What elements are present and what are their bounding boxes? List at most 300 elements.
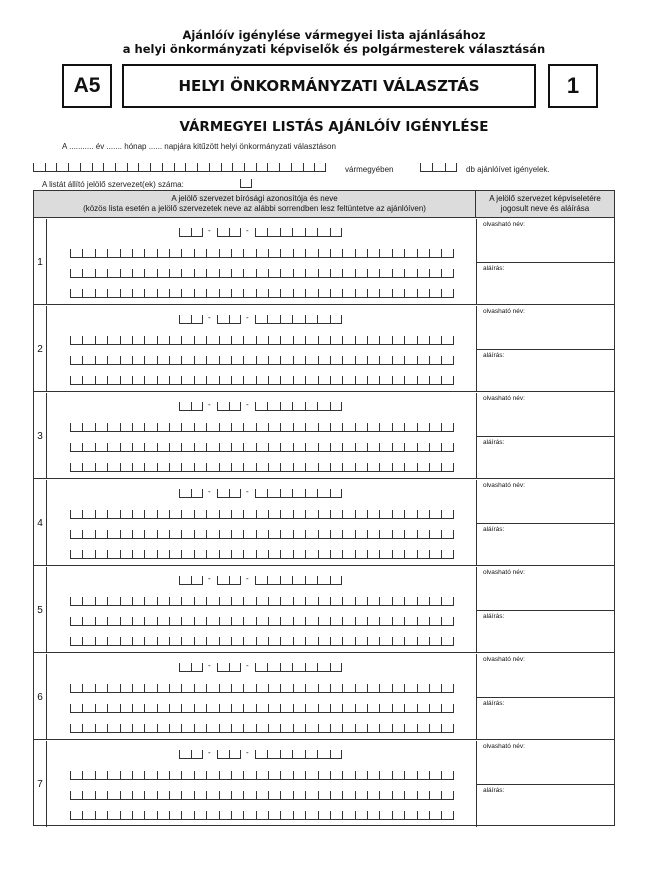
char-cell[interactable] [179, 489, 191, 498]
char-cell[interactable] [132, 811, 144, 820]
char-cell[interactable] [244, 163, 256, 172]
char-cell[interactable] [404, 269, 416, 278]
char-cell[interactable] [181, 617, 193, 626]
char-cell[interactable] [305, 356, 317, 365]
char-cell[interactable] [95, 597, 107, 606]
char-cell[interactable] [191, 663, 203, 672]
court-id-part-3[interactable] [255, 750, 342, 759]
char-cell[interactable] [441, 684, 453, 693]
organization-name-line-3[interactable] [70, 637, 454, 646]
char-cell[interactable] [256, 637, 268, 646]
char-cell[interactable] [293, 269, 305, 278]
char-cell[interactable] [206, 289, 218, 298]
court-id-part-3[interactable] [255, 489, 342, 498]
char-cell[interactable] [120, 530, 132, 539]
char-cell[interactable] [194, 811, 206, 820]
char-cell[interactable] [219, 791, 231, 800]
char-cell[interactable] [280, 576, 292, 585]
char-cell[interactable] [194, 597, 206, 606]
char-cell[interactable] [70, 617, 82, 626]
char-cell[interactable] [317, 402, 329, 411]
char-cell[interactable] [342, 336, 354, 345]
char-cell[interactable] [417, 443, 429, 452]
char-cell[interactable] [231, 376, 243, 385]
char-cell[interactable] [367, 289, 379, 298]
char-cell[interactable] [417, 356, 429, 365]
char-cell[interactable] [219, 249, 231, 258]
char-cell[interactable] [255, 750, 267, 759]
char-cell[interactable] [342, 597, 354, 606]
char-cell[interactable] [330, 228, 342, 237]
char-cell[interactable] [392, 617, 404, 626]
char-cell[interactable] [132, 597, 144, 606]
char-cell[interactable] [243, 704, 255, 713]
court-id-part-1[interactable] [179, 750, 203, 759]
char-cell[interactable] [107, 463, 119, 472]
char-cell[interactable] [206, 376, 218, 385]
char-cell[interactable] [231, 704, 243, 713]
char-cell[interactable] [305, 530, 317, 539]
char-cell[interactable] [293, 530, 305, 539]
char-cell[interactable] [150, 163, 162, 172]
char-cell[interactable] [318, 530, 330, 539]
char-cell[interactable] [417, 530, 429, 539]
char-cell[interactable] [379, 510, 391, 519]
organization-name-line-2[interactable] [70, 443, 454, 452]
char-cell[interactable] [256, 443, 268, 452]
organization-name-line-2[interactable] [70, 704, 454, 713]
char-cell[interactable] [404, 376, 416, 385]
char-cell[interactable] [330, 443, 342, 452]
char-cell[interactable] [379, 704, 391, 713]
char-cell[interactable] [293, 289, 305, 298]
char-cell[interactable] [169, 510, 181, 519]
char-cell[interactable] [120, 289, 132, 298]
char-cell[interactable] [157, 771, 169, 780]
char-cell[interactable] [181, 791, 193, 800]
char-cell[interactable] [132, 423, 144, 432]
char-cell[interactable] [342, 550, 354, 559]
char-cell[interactable] [318, 376, 330, 385]
char-cell[interactable] [417, 597, 429, 606]
char-cell[interactable] [120, 423, 132, 432]
char-cell[interactable] [82, 376, 94, 385]
char-cell[interactable] [56, 163, 68, 172]
char-cell[interactable] [206, 771, 218, 780]
char-cell[interactable] [256, 704, 268, 713]
char-cell[interactable] [219, 336, 231, 345]
char-cell[interactable] [330, 376, 342, 385]
char-cell[interactable] [181, 550, 193, 559]
char-cell[interactable] [342, 617, 354, 626]
char-cell[interactable] [330, 423, 342, 432]
char-cell[interactable] [256, 724, 268, 733]
char-cell[interactable] [420, 163, 432, 172]
char-cell[interactable] [107, 811, 119, 820]
char-cell[interactable] [330, 771, 342, 780]
organization-name-line-2[interactable] [70, 617, 454, 626]
char-cell[interactable] [330, 463, 342, 472]
char-cell[interactable] [367, 376, 379, 385]
char-cell[interactable] [70, 597, 82, 606]
char-cell[interactable] [404, 791, 416, 800]
char-cell[interactable] [417, 550, 429, 559]
char-cell[interactable] [219, 637, 231, 646]
organization-name-line-1[interactable] [70, 336, 454, 345]
char-cell[interactable] [318, 724, 330, 733]
char-cell[interactable] [181, 724, 193, 733]
char-cell[interactable] [268, 530, 280, 539]
char-cell[interactable] [144, 510, 156, 519]
char-cell[interactable] [392, 811, 404, 820]
char-cell[interactable] [330, 489, 342, 498]
char-cell[interactable] [292, 315, 304, 324]
char-cell[interactable] [107, 336, 119, 345]
char-cell[interactable] [231, 423, 243, 432]
char-cell[interactable] [305, 510, 317, 519]
char-cell[interactable] [95, 637, 107, 646]
char-cell[interactable] [429, 269, 441, 278]
char-cell[interactable] [318, 597, 330, 606]
char-cell[interactable] [330, 336, 342, 345]
char-cell[interactable] [280, 617, 292, 626]
char-cell[interactable] [206, 510, 218, 519]
char-cell[interactable] [82, 811, 94, 820]
char-cell[interactable] [70, 811, 82, 820]
court-id-part-2[interactable] [217, 750, 241, 759]
char-cell[interactable] [132, 550, 144, 559]
char-cell[interactable] [107, 376, 119, 385]
char-cell[interactable] [191, 576, 203, 585]
char-cell[interactable] [417, 704, 429, 713]
char-cell[interactable] [268, 463, 280, 472]
organization-count-field[interactable] [240, 179, 252, 188]
char-cell[interactable] [243, 684, 255, 693]
char-cell[interactable] [280, 289, 292, 298]
char-cell[interactable] [157, 423, 169, 432]
char-cell[interactable] [279, 163, 291, 172]
char-cell[interactable] [317, 663, 329, 672]
char-cell[interactable] [404, 336, 416, 345]
char-cell[interactable] [305, 684, 317, 693]
char-cell[interactable] [206, 597, 218, 606]
char-cell[interactable] [342, 530, 354, 539]
char-cell[interactable] [144, 443, 156, 452]
char-cell[interactable] [107, 530, 119, 539]
char-cell[interactable] [429, 597, 441, 606]
char-cell[interactable] [367, 443, 379, 452]
char-cell[interactable] [181, 597, 193, 606]
court-id-part-1[interactable] [179, 576, 203, 585]
char-cell[interactable] [181, 376, 193, 385]
char-cell[interactable] [429, 637, 441, 646]
char-cell[interactable] [217, 750, 229, 759]
char-cell[interactable] [441, 771, 453, 780]
char-cell[interactable] [429, 617, 441, 626]
char-cell[interactable] [206, 530, 218, 539]
char-cell[interactable] [144, 617, 156, 626]
organization-name-line-1[interactable] [70, 771, 454, 780]
char-cell[interactable] [231, 463, 243, 472]
char-cell[interactable] [191, 228, 203, 237]
char-cell[interactable] [305, 228, 317, 237]
char-cell[interactable] [95, 336, 107, 345]
char-cell[interactable] [441, 617, 453, 626]
char-cell[interactable] [181, 423, 193, 432]
char-cell[interactable] [417, 463, 429, 472]
char-cell[interactable] [219, 724, 231, 733]
char-cell[interactable] [120, 704, 132, 713]
char-cell[interactable] [355, 530, 367, 539]
char-cell[interactable] [342, 811, 354, 820]
char-cell[interactable] [379, 336, 391, 345]
char-cell[interactable] [206, 724, 218, 733]
char-cell[interactable] [127, 163, 139, 172]
char-cell[interactable] [82, 423, 94, 432]
char-cell[interactable] [355, 550, 367, 559]
char-cell[interactable] [330, 356, 342, 365]
char-cell[interactable] [293, 771, 305, 780]
char-cell[interactable] [268, 617, 280, 626]
char-cell[interactable] [181, 463, 193, 472]
char-cell[interactable] [174, 163, 186, 172]
char-cell[interactable] [243, 269, 255, 278]
char-cell[interactable] [95, 463, 107, 472]
char-cell[interactable] [107, 704, 119, 713]
char-cell[interactable] [194, 617, 206, 626]
char-cell[interactable] [392, 704, 404, 713]
char-cell[interactable] [231, 269, 243, 278]
char-cell[interactable] [217, 228, 229, 237]
char-cell[interactable] [417, 269, 429, 278]
char-cell[interactable] [179, 576, 191, 585]
char-cell[interactable] [429, 510, 441, 519]
char-cell[interactable] [392, 356, 404, 365]
char-cell[interactable] [318, 249, 330, 258]
char-cell[interactable] [280, 249, 292, 258]
char-cell[interactable] [231, 771, 243, 780]
char-cell[interactable] [157, 724, 169, 733]
char-cell[interactable] [169, 289, 181, 298]
char-cell[interactable] [169, 791, 181, 800]
char-cell[interactable] [219, 704, 231, 713]
char-cell[interactable] [318, 637, 330, 646]
char-cell[interactable] [367, 791, 379, 800]
char-cell[interactable] [305, 576, 317, 585]
char-cell[interactable] [404, 771, 416, 780]
char-cell[interactable] [280, 663, 292, 672]
char-cell[interactable] [132, 771, 144, 780]
char-cell[interactable] [355, 249, 367, 258]
char-cell[interactable] [181, 637, 193, 646]
char-cell[interactable] [181, 249, 193, 258]
char-cell[interactable] [268, 724, 280, 733]
char-cell[interactable] [318, 771, 330, 780]
char-cell[interactable] [157, 443, 169, 452]
char-cell[interactable] [70, 289, 82, 298]
char-cell[interactable] [95, 791, 107, 800]
char-cell[interactable] [144, 376, 156, 385]
char-cell[interactable] [392, 724, 404, 733]
char-cell[interactable] [92, 163, 104, 172]
char-cell[interactable] [392, 443, 404, 452]
char-cell[interactable] [95, 811, 107, 820]
char-cell[interactable] [417, 289, 429, 298]
char-cell[interactable] [441, 510, 453, 519]
char-cell[interactable] [305, 771, 317, 780]
char-cell[interactable] [70, 443, 82, 452]
char-cell[interactable] [342, 771, 354, 780]
char-cell[interactable] [217, 489, 229, 498]
char-cell[interactable] [120, 791, 132, 800]
char-cell[interactable] [194, 684, 206, 693]
char-cell[interactable] [379, 356, 391, 365]
char-cell[interactable] [232, 163, 244, 172]
char-cell[interactable] [280, 443, 292, 452]
char-cell[interactable] [318, 550, 330, 559]
char-cell[interactable] [441, 443, 453, 452]
char-cell[interactable] [355, 684, 367, 693]
char-cell[interactable] [367, 597, 379, 606]
char-cell[interactable] [194, 791, 206, 800]
char-cell[interactable] [157, 597, 169, 606]
char-cell[interactable] [157, 269, 169, 278]
char-cell[interactable] [318, 443, 330, 452]
organization-name-line-1[interactable] [70, 510, 454, 519]
char-cell[interactable] [229, 228, 241, 237]
char-cell[interactable] [157, 617, 169, 626]
char-cell[interactable] [231, 443, 243, 452]
char-cell[interactable] [429, 550, 441, 559]
char-cell[interactable] [268, 637, 280, 646]
char-cell[interactable] [243, 376, 255, 385]
char-cell[interactable] [268, 289, 280, 298]
char-cell[interactable] [107, 617, 119, 626]
char-cell[interactable] [206, 356, 218, 365]
char-cell[interactable] [305, 269, 317, 278]
char-cell[interactable] [293, 463, 305, 472]
char-cell[interactable] [82, 704, 94, 713]
char-cell[interactable] [305, 423, 317, 432]
char-cell[interactable] [280, 704, 292, 713]
char-cell[interactable] [379, 423, 391, 432]
char-cell[interactable] [169, 423, 181, 432]
char-cell[interactable] [107, 791, 119, 800]
char-cell[interactable] [82, 771, 94, 780]
char-cell[interactable] [120, 617, 132, 626]
char-cell[interactable] [342, 289, 354, 298]
char-cell[interactable] [379, 771, 391, 780]
char-cell[interactable] [429, 356, 441, 365]
char-cell[interactable] [194, 530, 206, 539]
char-cell[interactable] [342, 443, 354, 452]
char-cell[interactable] [217, 315, 229, 324]
char-cell[interactable] [330, 249, 342, 258]
char-cell[interactable] [107, 550, 119, 559]
char-cell[interactable] [404, 637, 416, 646]
char-cell[interactable] [280, 228, 292, 237]
organization-name-line-2[interactable] [70, 791, 454, 800]
char-cell[interactable] [268, 249, 280, 258]
char-cell[interactable] [243, 510, 255, 519]
char-cell[interactable] [231, 530, 243, 539]
char-cell[interactable] [206, 550, 218, 559]
court-id-part-1[interactable] [179, 402, 203, 411]
char-cell[interactable] [82, 443, 94, 452]
char-cell[interactable] [132, 617, 144, 626]
court-id-part-3[interactable] [255, 663, 342, 672]
char-cell[interactable] [342, 684, 354, 693]
organization-name-line-2[interactable] [70, 356, 454, 365]
char-cell[interactable] [107, 249, 119, 258]
char-cell[interactable] [305, 811, 317, 820]
char-cell[interactable] [292, 750, 304, 759]
char-cell[interactable] [305, 376, 317, 385]
char-cell[interactable] [429, 724, 441, 733]
char-cell[interactable] [342, 423, 354, 432]
char-cell[interactable] [181, 530, 193, 539]
char-cell[interactable] [95, 704, 107, 713]
char-cell[interactable] [169, 530, 181, 539]
char-cell[interactable] [70, 637, 82, 646]
char-cell[interactable] [82, 356, 94, 365]
county-name-field[interactable] [33, 163, 326, 172]
char-cell[interactable] [429, 811, 441, 820]
char-cell[interactable] [243, 724, 255, 733]
char-cell[interactable] [305, 724, 317, 733]
char-cell[interactable] [157, 376, 169, 385]
char-cell[interactable] [95, 443, 107, 452]
char-cell[interactable] [330, 550, 342, 559]
char-cell[interactable] [293, 637, 305, 646]
char-cell[interactable] [144, 791, 156, 800]
char-cell[interactable] [144, 704, 156, 713]
char-cell[interactable] [292, 402, 304, 411]
char-cell[interactable] [107, 443, 119, 452]
char-cell[interactable] [243, 597, 255, 606]
char-cell[interactable] [318, 704, 330, 713]
char-cell[interactable] [280, 336, 292, 345]
char-cell[interactable] [417, 336, 429, 345]
char-cell[interactable] [132, 269, 144, 278]
char-cell[interactable] [103, 163, 115, 172]
char-cell[interactable] [194, 423, 206, 432]
char-cell[interactable] [392, 530, 404, 539]
char-cell[interactable] [293, 811, 305, 820]
char-cell[interactable] [219, 269, 231, 278]
char-cell[interactable] [82, 510, 94, 519]
char-cell[interactable] [120, 637, 132, 646]
char-cell[interactable] [144, 269, 156, 278]
char-cell[interactable] [181, 684, 193, 693]
char-cell[interactable] [305, 663, 317, 672]
char-cell[interactable] [70, 269, 82, 278]
char-cell[interactable] [305, 704, 317, 713]
char-cell[interactable] [95, 771, 107, 780]
char-cell[interactable] [221, 163, 233, 172]
char-cell[interactable] [120, 269, 132, 278]
char-cell[interactable] [318, 336, 330, 345]
char-cell[interactable] [144, 530, 156, 539]
char-cell[interactable] [342, 724, 354, 733]
char-cell[interactable] [441, 356, 453, 365]
char-cell[interactable] [243, 249, 255, 258]
char-cell[interactable] [445, 163, 457, 172]
char-cell[interactable] [70, 510, 82, 519]
char-cell[interactable] [280, 510, 292, 519]
char-cell[interactable] [255, 315, 267, 324]
char-cell[interactable] [379, 463, 391, 472]
